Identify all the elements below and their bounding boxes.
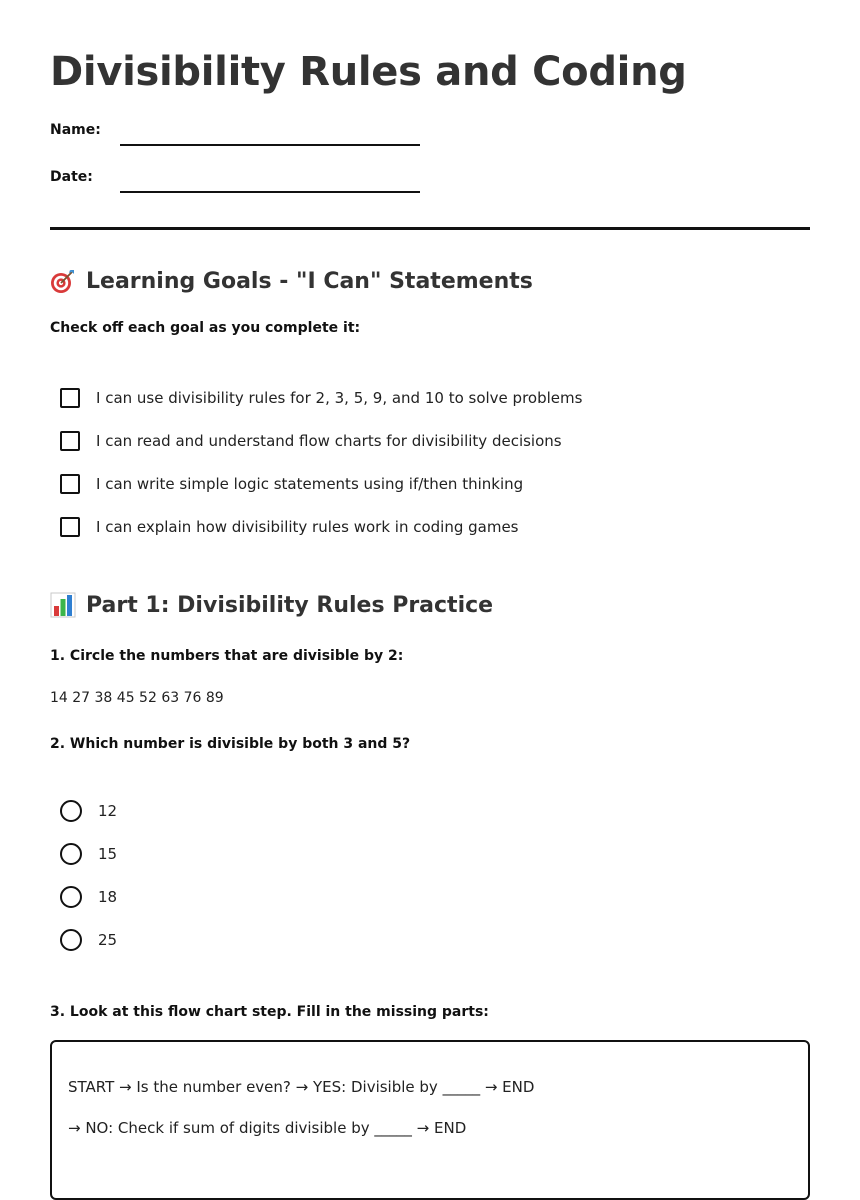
goal-item[interactable] [60,419,800,462]
q1-number-list[interactable]: 14 27 38 45 52 63 76 89 [50,690,224,706]
q1-prompt: 1. Circle the numbers that are divisible by 2: [50,648,404,664]
goal-label: I can read and understand flow charts for divisibility decisions [96,431,562,450]
name-blank-line[interactable] [120,144,420,146]
goal-checkbox[interactable] [60,517,80,537]
goal-label: I can explain how divisibility rules work in coding games [96,517,519,536]
name-label: Name: [50,122,101,138]
flow-chart-line-2[interactable]: → NO: Check if sum of digits divisible by _____ → END [68,1119,467,1137]
flow-chart-box [50,1040,810,1200]
date-field-row [50,169,470,199]
part1-heading-text: Part 1: Divisibility Rules Practice [86,592,494,618]
q2-option[interactable] [60,918,800,961]
page-title: Divisibility Rules and Coding [50,49,687,95]
bar-chart-icon [50,592,76,618]
goals-instruction: Check off each goal as you complete it: [50,320,361,336]
date-label: Date: [50,169,93,185]
part1-heading [50,592,493,618]
q2-radio[interactable] [60,800,82,822]
goal-checkbox[interactable] [60,431,80,451]
goal-item[interactable] [60,462,800,505]
flow-chart-line-1[interactable]: START → Is the number even? → YES: Divisible by _____ → END [68,1078,535,1096]
goal-label: I can use divisibility rules for 2, 3, 5, 9, and 10 to solve problems [96,388,583,407]
learning-goals-heading [50,268,533,294]
q2-radio[interactable] [60,886,82,908]
goals-list [60,376,800,548]
q2-radio[interactable] [60,929,82,951]
goal-checkbox[interactable] [60,474,80,494]
dart-target-icon [50,268,76,294]
goal-item[interactable] [60,376,800,419]
q2-options-list [60,789,800,961]
q2-option-label: 12 [98,801,118,820]
learning-goals-heading-text: Learning Goals - "I Can" Statements [86,268,533,294]
goal-item[interactable] [60,505,800,548]
q2-radio[interactable] [60,843,82,865]
q2-option[interactable] [60,875,800,918]
q3-prompt: 3. Look at this flow chart step. Fill in the missing parts: [50,1004,489,1020]
header-divider [50,227,810,230]
goal-checkbox[interactable] [60,388,80,408]
q2-prompt: 2. Which number is divisible by both 3 and 5? [50,736,411,752]
goal-label: I can write simple logic statements using if/then thinking [96,474,524,493]
q2-option-label: 18 [98,887,118,906]
q2-option[interactable] [60,789,800,832]
date-blank-line[interactable] [120,191,420,193]
q2-option-label: 25 [98,930,118,949]
q2-option-label: 15 [98,844,118,863]
name-field-row [50,122,470,152]
q2-option[interactable] [60,832,800,875]
